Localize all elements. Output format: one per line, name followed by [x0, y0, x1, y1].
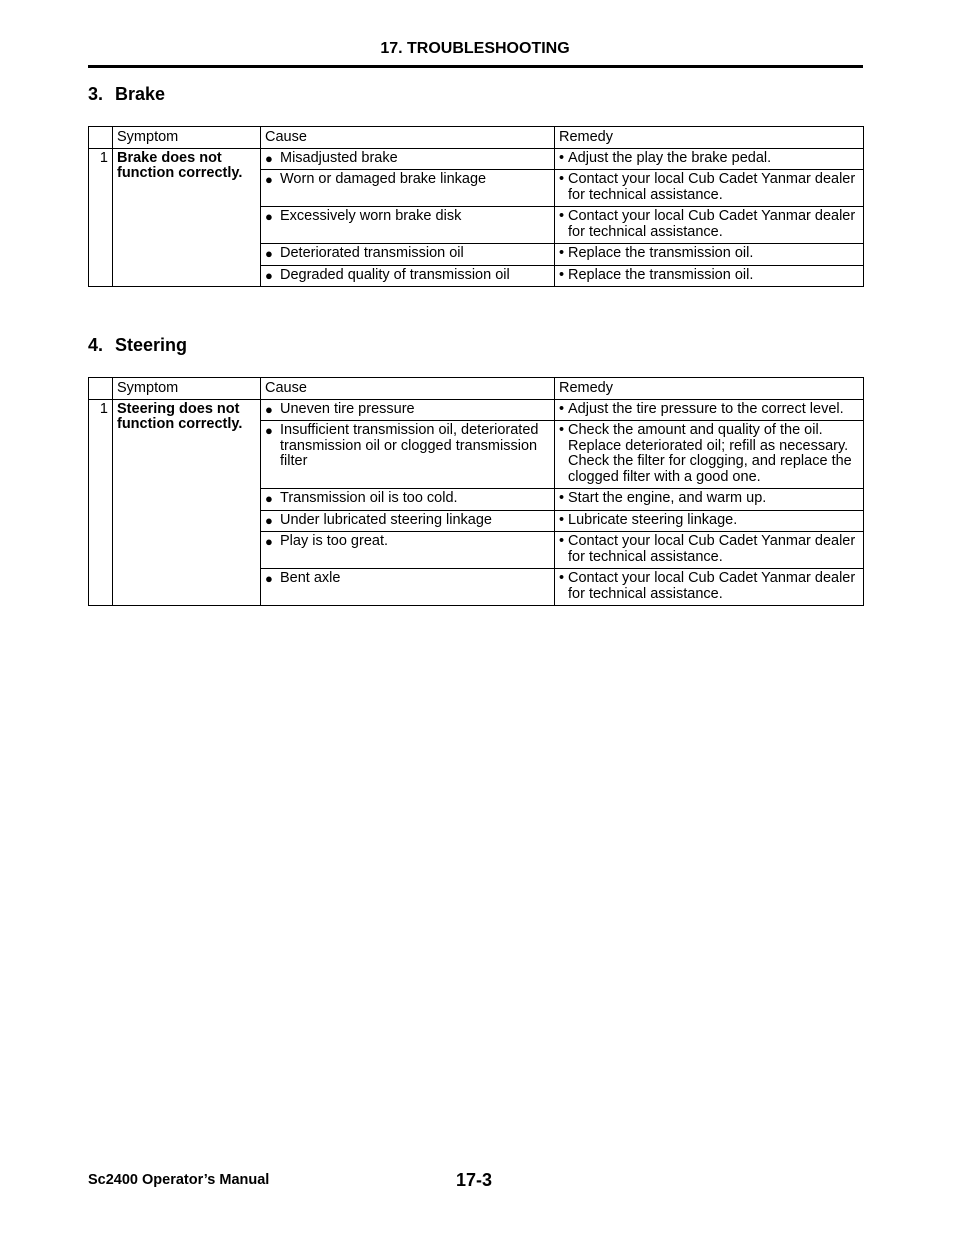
section-heading-steering	[88, 335, 187, 356]
header-remedy: Remedy	[555, 378, 864, 400]
cause-cell: ● Misadjusted brake	[261, 148, 555, 170]
bullet-icon: •	[559, 400, 565, 417]
remedy-cell: • Check the amount and quality of the oil. Replace deteriorated oil; refill as necessary. Check the filter for clogging, and replace the clogged filter with a good one.	[555, 421, 864, 489]
section-number: 4.	[88, 335, 104, 355]
table-row	[89, 399, 864, 421]
row-number: 1	[89, 148, 113, 287]
remedy-cell: • Lubricate steering linkage.	[555, 510, 864, 532]
cause-cell: ● Bent axle	[261, 569, 555, 606]
bullet-icon: ●	[265, 150, 273, 166]
bullet-icon: •	[559, 422, 565, 438]
section-title: Brake	[115, 84, 166, 104]
bullet-icon: ●	[265, 512, 273, 528]
header-rule	[88, 65, 863, 68]
table-row	[89, 148, 864, 170]
cause-cell: ● Under lubricated steering linkage	[261, 510, 555, 532]
remedy-cell: • Contact your local Cub Cadet Yanmar dealer for technical assistance.	[555, 170, 864, 207]
bullet-icon: •	[559, 511, 565, 528]
bullet-icon: ●	[265, 172, 273, 187]
cause-cell: ● Insufficient transmission oil, deteriorated transmission oil or clogged transmission filter	[261, 421, 555, 489]
header-number-cell	[89, 378, 113, 400]
table-header-row	[89, 378, 864, 400]
remedy-cell: • Replace the transmission oil.	[555, 265, 864, 287]
header-number-cell	[89, 127, 113, 149]
bullet-icon: •	[559, 570, 565, 586]
cause-cell: ● Transmission oil is too cold.	[261, 489, 555, 511]
header-cause: Cause	[261, 378, 555, 400]
table-header-row	[89, 127, 864, 149]
steering-troubleshooting-table	[88, 377, 864, 606]
section-title: Steering	[115, 335, 188, 355]
cause-cell: ● Degraded quality of transmission oil	[261, 265, 555, 287]
symptom-cell: Brake does not function correctly.	[113, 148, 261, 287]
remedy-cell: • Replace the transmission oil.	[555, 244, 864, 266]
bullet-icon: ●	[265, 423, 273, 438]
remedy-cell: • Contact your local Cub Cadet Yanmar dealer for technical assistance.	[555, 207, 864, 244]
bullet-icon: ●	[265, 571, 273, 586]
remedy-cell: • Start the engine, and warm up.	[555, 489, 864, 511]
bullet-icon: •	[559, 245, 565, 261]
bullet-icon: •	[559, 208, 565, 224]
bullet-icon: •	[559, 266, 565, 283]
remedy-cell: • Adjust the play the brake pedal.	[555, 148, 864, 170]
bullet-icon: ●	[265, 534, 273, 549]
bullet-icon: •	[559, 533, 565, 549]
cause-cell: ● Uneven tire pressure	[261, 399, 555, 421]
page-header-title: 17. TROUBLESHOOTING	[380, 40, 570, 57]
footer-manual-title: Sc2400 Operator’s Manual	[88, 1172, 270, 1188]
section-number: 3.	[88, 84, 104, 104]
cause-cell: ● Play is too great.	[261, 532, 555, 569]
cause-cell: ● Excessively worn brake disk	[261, 207, 555, 244]
bullet-icon: ●	[265, 267, 273, 283]
cause-cell: ● Deteriorated transmission oil	[261, 244, 555, 266]
header-cause: Cause	[261, 127, 555, 149]
header-symptom: Symptom	[113, 127, 261, 149]
brake-troubleshooting-table	[88, 126, 864, 287]
bullet-icon: •	[559, 171, 565, 187]
bullet-icon: ●	[265, 209, 273, 224]
header-remedy: Remedy	[555, 127, 864, 149]
bullet-icon: ●	[265, 401, 273, 417]
row-number: 1	[89, 399, 113, 606]
footer-page-number: 17-3	[456, 1170, 493, 1190]
symptom-cell: Steering does not function correctly.	[113, 399, 261, 606]
header-symptom: Symptom	[113, 378, 261, 400]
bullet-icon: •	[559, 490, 565, 506]
bullet-icon: •	[559, 149, 565, 166]
remedy-cell: • Contact your local Cub Cadet Yanmar dealer for technical assistance.	[555, 569, 864, 606]
remedy-cell: • Contact your local Cub Cadet Yanmar dealer for technical assistance.	[555, 532, 864, 569]
cause-cell: ● Worn or damaged brake linkage	[261, 170, 555, 207]
remedy-cell: • Adjust the tire pressure to the correct level.	[555, 399, 864, 421]
section-heading-brake	[88, 84, 165, 105]
bullet-icon: ●	[265, 491, 273, 506]
bullet-icon: ●	[265, 246, 273, 261]
